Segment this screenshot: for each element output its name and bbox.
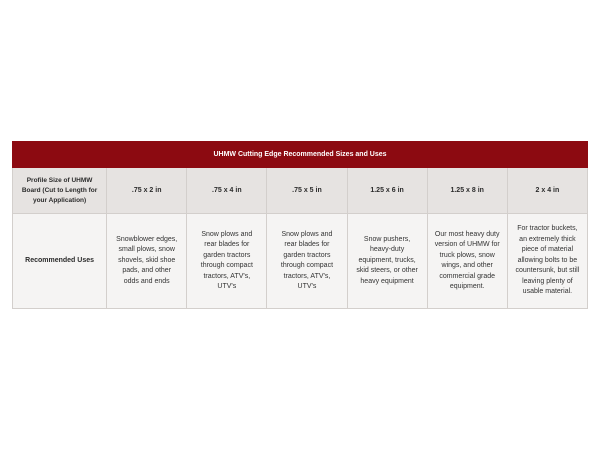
size-cell: 1.25 x 8 in <box>427 168 507 214</box>
size-cell: 1.25 x 6 in <box>347 168 427 214</box>
size-cell: .75 x 4 in <box>187 168 267 214</box>
recommended-sizes-table <box>12 141 588 309</box>
uses-cell: Snowblower edges, small plows, snow shovels, skid shoe pads, and other odds and ends <box>107 214 187 309</box>
table-title: UHMW Cutting Edge Recommended Sizes and Uses <box>13 142 588 168</box>
uses-row <box>13 214 588 309</box>
uses-cell: Our most heavy duty version of UHMW for truck plows, snow wings, and other commercial grade equipment. <box>427 214 507 309</box>
table-title-row <box>13 142 588 168</box>
uses-cell: For tractor buckets, an extremely thick piece of material allowing bolts to be countersunk, but still leaving plenty of usable material. <box>507 214 587 309</box>
size-cell: .75 x 5 in <box>267 168 347 214</box>
uses-row-header: Recommended Uses <box>13 214 107 309</box>
size-cell: 2 x 4 in <box>507 168 587 214</box>
recommended-sizes-table-container <box>12 141 588 309</box>
size-row-header: Profile Size of UHMW Board (Cut to Length for your Application) <box>13 168 107 214</box>
uses-cell: Snow pushers, heavy-duty equipment, trucks, skid steers, or other heavy equipment <box>347 214 427 309</box>
uses-cell: Snow plows and rear blades for garden tractors through compact tractors, ATV's, UTV's <box>187 214 267 309</box>
uses-cell: Snow plows and rear blades for garden tractors through compact tractors, ATV's, UTV's <box>267 214 347 309</box>
size-cell: .75 x 2 in <box>107 168 187 214</box>
size-row <box>13 168 588 214</box>
